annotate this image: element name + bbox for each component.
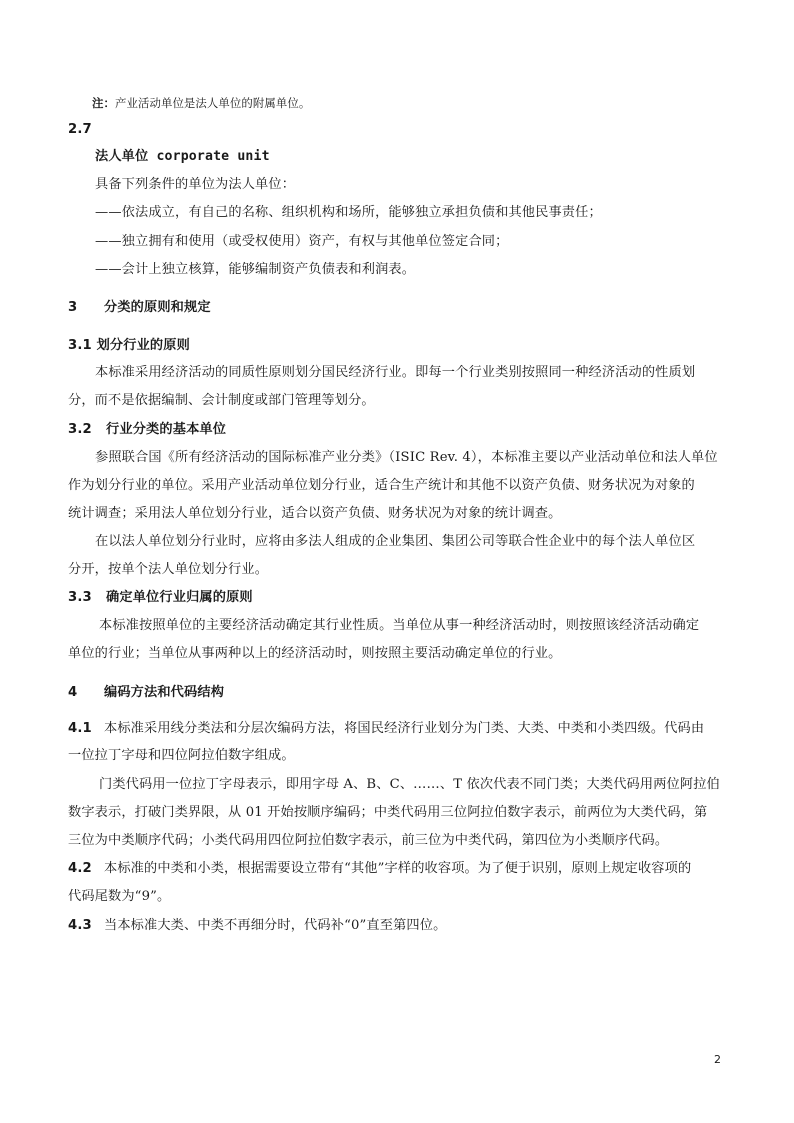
paragraph-line: 在以法人单位划分行业时，应将由多法人组成的企业集团、集团公司等联合性企业中的每个法人单位区 [95,534,696,549]
section-3-heading [68,299,211,317]
paragraph-line: 作为划分行业的单位。采用产业活动单位划分行业，适合生产统计和其他不以资产负债、财务状况为对象的 [68,478,695,493]
paragraph-text: 本标准的中类和小类，根据需要设立带有“其他”字样的收容项。为了便于识别，原则上规定收容项的 [104,861,692,876]
section-4-heading [68,684,224,702]
section-4-3-line [68,917,446,935]
section-3-1-heading [68,337,190,355]
section-4-title: 编码方法和代码结构 [104,685,225,700]
section-3-3-heading [68,589,253,607]
section-4-1-line [68,720,704,738]
note-line [92,94,310,112]
section-3-3-number: 3.3 [68,590,92,605]
section-2-7-item: ——会计上独立核算，能够编制资产负债表和利润表。 [95,262,416,277]
section-4-1-number: 4.1 [68,721,92,736]
section-4-2-number: 4.2 [68,861,92,876]
paragraph-line: 统计调查；采用法人单位划分行业，适合以资产负债、财务状况为对象的统计调查。 [68,506,562,521]
paragraph-line: 门类代码用一位拉丁字母表示，即用字母 A、B、C、……、T 依次代表不同门类；大类代码用两位阿拉伯 [99,777,720,792]
section-3-2-heading [68,421,226,439]
section-3-1-title: 划分行业的原则 [96,338,190,353]
section-4-number: 4 [68,685,78,700]
note-label: 注： [92,96,115,110]
section-4-2-line [68,860,691,878]
section-2-7-item: ——独立拥有和使用（或受权使用）资产，有权与其他单位签定合同； [95,234,509,249]
paragraph-line: 本标准按照单位的主要经济活动确定其行业性质。当单位从事一种经济活动时，则按照该经济活动确定 [99,618,700,633]
section-3-2-title: 行业分类的基本单位 [106,422,227,437]
section-3-3-title: 确定单位行业归属的原则 [106,590,253,605]
section-3-1-number: 3.1 [68,338,92,353]
paragraph-line: 三位为中类顺序代码；小类代码用四位阿拉伯数字表示，前三位为中类代码，第四位为小类顺序代码。 [68,833,669,848]
section-4-3-number: 4.3 [68,918,92,933]
section-3-title: 分类的原则和规定 [104,300,211,315]
section-2-7-intro: 具备下列条件的单位为法人单位： [95,177,296,192]
paragraph-line: 代码尾数为“9”。 [68,889,171,904]
paragraph-line: 一位拉丁字母和四位阿拉伯数字组成。 [68,748,295,763]
note-text: 产业活动单位是法人单位的附属单位。 [114,96,311,110]
section-2-7-term: 法人单位 corporate unit [95,149,270,164]
section-3-number: 3 [68,300,78,315]
section-2-7-item: ——依法成立，有自己的名称、组织机构和场所，能够独立承担负债和其他民事责任； [95,205,602,220]
paragraph-line: 分，而不是依据编制、会计制度或部门管理等划分。 [68,393,375,408]
page-number: 2 [714,1053,721,1066]
paragraph-line: 单位的行业；当单位从事两种以上的经济活动时，则按照主要活动确定单位的行业。 [68,646,562,661]
paragraph-text: 当本标准大类、中类不再细分时，代码补“0”直至第四位。 [104,918,447,933]
paragraph-line: 本标准采用经济活动的同质性原则划分国民经济行业。即每一个行业类别按照同一种经济活动的性质划 [95,365,696,380]
section-3-2-number: 3.2 [68,422,92,437]
paragraph-line: 分开，按单个法人单位划分行业。 [68,562,269,577]
paragraph-text: 本标准采用线分类法和分层次编码方法，将国民经济行业划分为门类、大类、中类和小类四级。代码由 [104,721,705,736]
paragraph-line: 数字表示，打破门类界限，从 01 开始按顺序编码；中类代码用三位阿拉伯数字表示，前两位为大类代码，第 [68,805,708,820]
paragraph-line: 参照联合国《所有经济活动的国际标准产业分类》（ISIC Rev. 4），本标准主要以产业活动单位和法人单位 [95,450,718,465]
section-2-7-number: 2.7 [68,122,92,137]
